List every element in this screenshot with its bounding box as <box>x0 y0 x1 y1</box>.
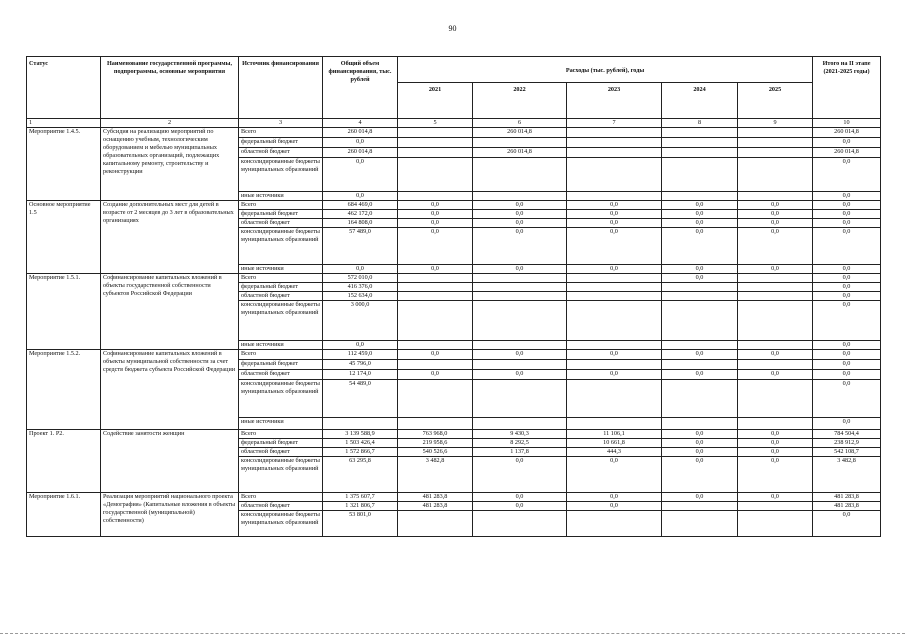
row-year-value <box>662 502 738 511</box>
row-year-value <box>567 418 662 430</box>
column-number: 8 <box>662 119 738 128</box>
row-source: областной бюджет <box>239 219 323 228</box>
row-year-value: 0,0 <box>473 210 567 219</box>
row-year-value: 0,0 <box>662 493 738 502</box>
row-year-value: 0,0 <box>398 210 473 219</box>
row-year-value: 0,0 <box>473 370 567 380</box>
row-year-value: 3 482,8 <box>398 457 473 493</box>
row-year-value <box>662 128 738 138</box>
row-year-value: 0,0 <box>738 493 813 502</box>
row-year-value: 0,0 <box>398 265 473 274</box>
row-total: 164 808,0 <box>323 219 398 228</box>
row-source: Всего <box>239 274 323 283</box>
row-year-value: 8 292,5 <box>473 439 567 448</box>
row-total: 57 489,0 <box>323 228 398 265</box>
row-total: 112 459,0 <box>323 350 398 360</box>
row-year-value <box>567 148 662 158</box>
row-source: федеральный бюджет <box>239 210 323 219</box>
row-final: 0,0 <box>813 201 881 210</box>
row-year-value: 0,0 <box>662 370 738 380</box>
row-final: 0,0 <box>813 210 881 219</box>
row-year-value <box>473 418 567 430</box>
row-year-value: 9 430,3 <box>473 430 567 439</box>
row-year-value: 0,0 <box>738 448 813 457</box>
row-source: иные источники <box>239 265 323 274</box>
row-year-value <box>662 148 738 158</box>
row-total: 12 174,0 <box>323 370 398 380</box>
row-year-value <box>662 138 738 148</box>
row-year-value <box>662 192 738 201</box>
row-year-value <box>738 511 813 537</box>
row-final: 0,0 <box>813 283 881 292</box>
row-year-value <box>567 341 662 350</box>
row-year-value <box>473 158 567 192</box>
row-year-value: 540 526,6 <box>398 448 473 457</box>
row-year-value: 260 014,8 <box>473 128 567 138</box>
row-year-value <box>567 158 662 192</box>
row-year-value <box>738 341 813 350</box>
financing-table <box>26 56 881 537</box>
row-year-value <box>473 283 567 292</box>
row-year-value <box>738 502 813 511</box>
row-status: Мероприятие 1.4.5. <box>27 128 101 201</box>
row-year-value <box>738 418 813 430</box>
header-status: Статус <box>27 57 101 119</box>
row-source: федеральный бюджет <box>239 283 323 292</box>
row-total: 684 469,0 <box>323 201 398 210</box>
row-year-value <box>738 283 813 292</box>
row-year-value <box>567 274 662 283</box>
row-year-value <box>738 292 813 301</box>
row-final: 0,0 <box>813 511 881 537</box>
row-final: 0,0 <box>813 265 881 274</box>
header-year: 2024 <box>662 83 738 119</box>
row-source: областной бюджет <box>239 448 323 457</box>
row-year-value: 0,0 <box>473 457 567 493</box>
row-year-value: 0,0 <box>662 439 738 448</box>
row-total: 572 010,0 <box>323 274 398 283</box>
row-source: консолидированные бюджеты муниципальных образований <box>239 228 323 265</box>
table-row <box>27 430 881 439</box>
row-total: 1 375 607,7 <box>323 493 398 502</box>
row-year-value <box>473 192 567 201</box>
row-year-value <box>398 283 473 292</box>
row-year-value: 0,0 <box>738 210 813 219</box>
row-year-value: 0,0 <box>567 210 662 219</box>
row-year-value: 0,0 <box>738 439 813 448</box>
row-year-value <box>398 128 473 138</box>
row-final: 0,0 <box>813 138 881 148</box>
table-row <box>27 350 881 360</box>
table-row <box>27 128 881 138</box>
row-year-value <box>473 360 567 370</box>
row-total: 0,0 <box>323 341 398 350</box>
row-source: федеральный бюджет <box>239 439 323 448</box>
row-year-value: 481 283,8 <box>398 493 473 502</box>
header-year: 2022 <box>473 83 567 119</box>
row-year-value: 0,0 <box>398 370 473 380</box>
row-year-value <box>567 360 662 370</box>
row-year-value: 0,0 <box>738 430 813 439</box>
row-year-value <box>662 283 738 292</box>
row-total: 63 295,8 <box>323 457 398 493</box>
row-final: 784 504,4 <box>813 430 881 439</box>
row-year-value: 0,0 <box>567 502 662 511</box>
row-year-value <box>738 301 813 341</box>
row-year-value: 0,0 <box>567 265 662 274</box>
row-year-value: 0,0 <box>567 350 662 360</box>
footer-divider <box>0 633 905 635</box>
header-total: Общий объем финансирования, тыс. рублей <box>323 57 398 119</box>
row-final: 0,0 <box>813 158 881 192</box>
row-source: федеральный бюджет <box>239 360 323 370</box>
row-year-value: 481 283,8 <box>398 502 473 511</box>
row-source: иные источники <box>239 192 323 201</box>
row-year-value: 0,0 <box>738 228 813 265</box>
row-year-value <box>398 418 473 430</box>
row-final: 481 283,8 <box>813 493 881 502</box>
row-year-value: 0,0 <box>738 201 813 210</box>
row-year-value <box>567 380 662 418</box>
row-year-value <box>662 341 738 350</box>
row-final: 260 014,8 <box>813 128 881 138</box>
row-final: 0,0 <box>813 380 881 418</box>
row-final: 0,0 <box>813 418 881 430</box>
row-name: Создание дополнительных мест для детей в возрасте от 2 месяцев до 3 лет в образовательных организациях <box>101 201 239 274</box>
row-total: 1 572 866,7 <box>323 448 398 457</box>
row-status: Мероприятие 1.6.1. <box>27 493 101 537</box>
row-year-value: 260 014,8 <box>473 148 567 158</box>
row-year-value <box>738 192 813 201</box>
row-year-value <box>473 341 567 350</box>
row-year-value <box>398 158 473 192</box>
row-year-value <box>662 380 738 418</box>
header-year: 2023 <box>567 83 662 119</box>
row-final: 0,0 <box>813 192 881 201</box>
row-year-value: 0,0 <box>398 219 473 228</box>
row-name: Реализация мероприятий национального проекта «Демография» (Капитальные вложения в объекты государственной (муниципальной) собственности) <box>101 493 239 537</box>
column-number: 5 <box>398 119 473 128</box>
row-final: 0,0 <box>813 341 881 350</box>
row-source: консолидированные бюджеты муниципальных образований <box>239 301 323 341</box>
row-source: областной бюджет <box>239 370 323 380</box>
row-total: 416 376,0 <box>323 283 398 292</box>
row-year-value <box>662 418 738 430</box>
row-year-value: 444,3 <box>567 448 662 457</box>
row-year-value: 0,0 <box>662 457 738 493</box>
row-final: 238 912,9 <box>813 439 881 448</box>
row-year-value: 0,0 <box>473 350 567 360</box>
row-total: 3 000,0 <box>323 301 398 341</box>
row-year-value: 0,0 <box>738 457 813 493</box>
row-year-value <box>567 511 662 537</box>
row-source: консолидированные бюджеты муниципальных образований <box>239 457 323 493</box>
table-row <box>27 201 881 210</box>
row-source: Всего <box>239 430 323 439</box>
row-year-value: 0,0 <box>738 370 813 380</box>
row-total: 45 796,0 <box>323 360 398 370</box>
row-year-value: 0,0 <box>567 201 662 210</box>
row-year-value <box>738 148 813 158</box>
row-final: 3 482,8 <box>813 457 881 493</box>
row-final: 260 014,8 <box>813 148 881 158</box>
row-total: 0,0 <box>323 192 398 201</box>
row-year-value: 0,0 <box>567 457 662 493</box>
row-year-value: 0,0 <box>662 448 738 457</box>
row-year-value <box>567 138 662 148</box>
row-year-value: 0,0 <box>662 219 738 228</box>
header-source: Источник финансирования <box>239 57 323 119</box>
row-year-value: 0,0 <box>662 228 738 265</box>
row-year-value <box>398 138 473 148</box>
row-year-value <box>473 292 567 301</box>
row-year-value <box>662 511 738 537</box>
row-source: областной бюджет <box>239 148 323 158</box>
row-final: 0,0 <box>813 228 881 265</box>
row-final: 0,0 <box>813 274 881 283</box>
row-year-value: 0,0 <box>662 265 738 274</box>
row-final: 0,0 <box>813 301 881 341</box>
row-year-value: 0,0 <box>567 493 662 502</box>
column-number: 1 <box>27 119 101 128</box>
row-total <box>323 418 398 430</box>
row-source: Всего <box>239 493 323 502</box>
row-year-value: 0,0 <box>473 265 567 274</box>
row-year-value <box>473 301 567 341</box>
row-year-value <box>473 380 567 418</box>
row-name: Софинансирование капитальных вложений в объекты муниципальной собственности за счет средств бюджета субъекта Российской Федерации <box>101 350 239 430</box>
row-year-value <box>398 360 473 370</box>
header-year: 2021 <box>398 83 473 119</box>
row-year-value <box>398 301 473 341</box>
row-final: 0,0 <box>813 292 881 301</box>
row-final: 0,0 <box>813 219 881 228</box>
column-number: 9 <box>738 119 813 128</box>
row-source: иные источники <box>239 418 323 430</box>
row-year-value <box>398 192 473 201</box>
row-year-value: 11 106,1 <box>567 430 662 439</box>
row-name: Субсидия на реализацию мероприятий по оснащению учебным, технологическим оборудованием и мебелью муниципальных образовательных организаций, подлежащих капитальному ремонту, строительству и реконструкции <box>101 128 239 201</box>
column-number: 4 <box>323 119 398 128</box>
row-source: областной бюджет <box>239 292 323 301</box>
row-year-value: 0,0 <box>473 502 567 511</box>
row-year-value <box>738 138 813 148</box>
row-year-value: 0,0 <box>567 370 662 380</box>
row-year-value <box>662 360 738 370</box>
row-status: Основное мероприятие 1.5 <box>27 201 101 274</box>
row-total: 53 801,0 <box>323 511 398 537</box>
row-year-value: 0,0 <box>567 219 662 228</box>
row-year-value <box>738 274 813 283</box>
row-year-value: 0,0 <box>473 228 567 265</box>
header-year: 2025 <box>738 83 813 119</box>
row-year-value <box>738 158 813 192</box>
row-year-value <box>738 380 813 418</box>
row-total: 462 172,0 <box>323 210 398 219</box>
row-year-value <box>398 341 473 350</box>
row-final: 0,0 <box>813 370 881 380</box>
row-total: 260 014,8 <box>323 128 398 138</box>
row-year-value <box>398 148 473 158</box>
row-year-value: 0,0 <box>398 350 473 360</box>
row-name: Содействие занятости женщин <box>101 430 239 493</box>
row-year-value <box>398 380 473 418</box>
row-total: 1 503 426,4 <box>323 439 398 448</box>
row-total: 152 634,0 <box>323 292 398 301</box>
row-total: 260 014,8 <box>323 148 398 158</box>
row-year-value: 219 958,6 <box>398 439 473 448</box>
column-number: 3 <box>239 119 323 128</box>
row-name: Софинансирование капитальных вложений в объекты государственной собственности субъектов Российской Федерации <box>101 274 239 350</box>
row-year-value <box>567 192 662 201</box>
row-year-value: 0,0 <box>567 228 662 265</box>
row-year-value <box>567 292 662 301</box>
row-total: 0,0 <box>323 265 398 274</box>
row-year-value <box>662 158 738 192</box>
row-status: Мероприятие 1.5.1. <box>27 274 101 350</box>
row-year-value: 0,0 <box>738 219 813 228</box>
row-year-value <box>398 274 473 283</box>
row-final: 542 108,7 <box>813 448 881 457</box>
row-final: 481 283,8 <box>813 502 881 511</box>
row-year-value <box>662 301 738 341</box>
row-year-value: 0,0 <box>473 493 567 502</box>
row-year-value <box>473 274 567 283</box>
table-row <box>27 493 881 502</box>
row-year-value <box>567 301 662 341</box>
row-status: Проект 1. Р2. <box>27 430 101 493</box>
row-year-value: 0,0 <box>738 350 813 360</box>
row-total: 3 139 588,9 <box>323 430 398 439</box>
row-total: 0,0 <box>323 138 398 148</box>
row-year-value <box>738 128 813 138</box>
row-total: 0,0 <box>323 158 398 192</box>
row-year-value: 0,0 <box>662 210 738 219</box>
row-year-value: 0,0 <box>662 274 738 283</box>
row-source: консолидированные бюджеты муниципальных образований <box>239 511 323 537</box>
row-source: консолидированные бюджеты муниципальных образований <box>239 158 323 192</box>
row-year-value <box>567 283 662 292</box>
row-year-value <box>738 360 813 370</box>
column-number: 2 <box>101 119 239 128</box>
column-number: 10 <box>813 119 881 128</box>
row-year-value: 10 661,8 <box>567 439 662 448</box>
row-year-value <box>567 128 662 138</box>
row-year-value: 0,0 <box>662 430 738 439</box>
row-year-value <box>473 511 567 537</box>
row-year-value: 0,0 <box>398 228 473 265</box>
page-number: 90 <box>448 24 457 33</box>
row-source: Всего <box>239 128 323 138</box>
row-source: консолидированные бюджеты муниципальных образований <box>239 380 323 418</box>
row-year-value: 0,0 <box>662 201 738 210</box>
row-year-value <box>662 292 738 301</box>
row-total: 1 321 806,7 <box>323 502 398 511</box>
column-number: 6 <box>473 119 567 128</box>
row-year-value: 0,0 <box>473 219 567 228</box>
row-source: федеральный бюджет <box>239 138 323 148</box>
row-status: Мероприятие 1.5.2. <box>27 350 101 430</box>
row-final: 0,0 <box>813 360 881 370</box>
row-year-value: 0,0 <box>662 350 738 360</box>
row-source: Всего <box>239 350 323 360</box>
row-year-value <box>398 292 473 301</box>
row-year-value: 0,0 <box>398 201 473 210</box>
row-year-value <box>398 511 473 537</box>
table-row <box>27 274 881 283</box>
row-year-value: 0,0 <box>473 201 567 210</box>
row-source: Всего <box>239 201 323 210</box>
row-source: иные источники <box>239 341 323 350</box>
row-year-value: 0,0 <box>738 265 813 274</box>
row-year-value: 763 968,0 <box>398 430 473 439</box>
column-number: 7 <box>567 119 662 128</box>
header-expenses: Расходы (тыс. рублей), годы <box>398 57 813 83</box>
row-total: 54 489,0 <box>323 380 398 418</box>
row-year-value <box>473 138 567 148</box>
row-year-value: 1 137,8 <box>473 448 567 457</box>
row-source: областной бюджет <box>239 502 323 511</box>
row-final: 0,0 <box>813 350 881 360</box>
header-final: Итого на II этапе (2021-2025 годы) <box>813 57 881 119</box>
header-name: Наименование государственной программы, подпрограммы, основные мероприятия <box>101 57 239 119</box>
